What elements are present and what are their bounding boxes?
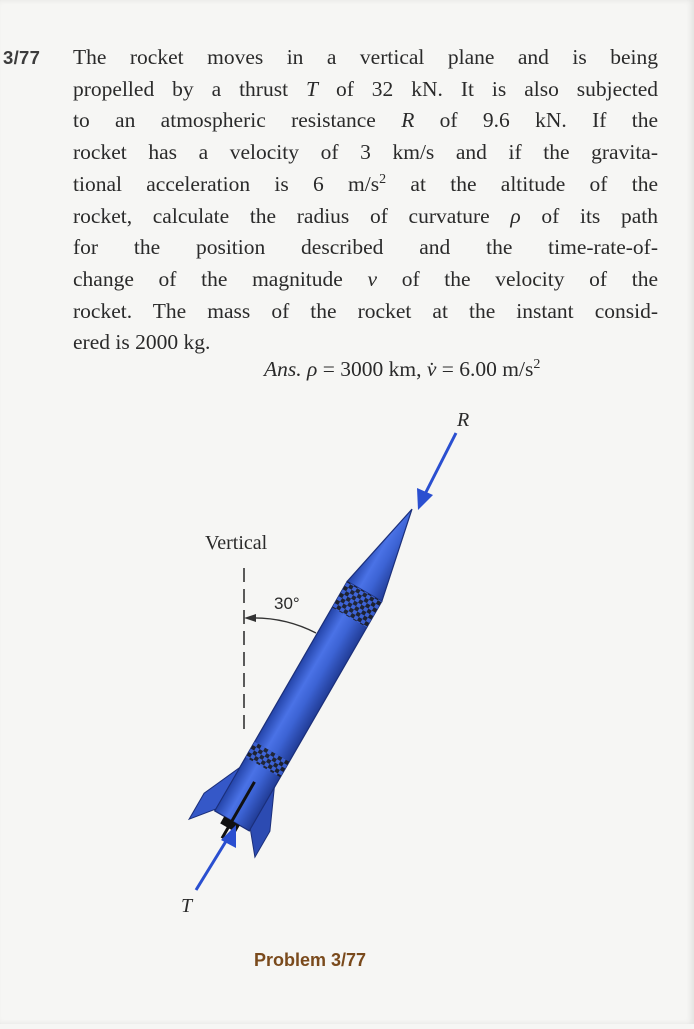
angle-arrowhead [244,614,256,622]
problem-line: rocket. The mass of the rocket at the instant consid- [73,298,658,323]
resistance-symbol: R [401,108,415,133]
speed-symbol: v [367,266,378,291]
problem-line: change of the magnitude v of the velocity of the [73,266,659,291]
problem-line: ered is 2000 kg. [73,330,211,355]
problem-line: rocket, calculate the radius of curvature ρ of its path [73,203,658,228]
answer-prefix: Ans. [264,357,302,381]
problem-line: The rocket moves in a vertical plane and is being [73,45,658,69]
label-R: R [457,409,470,431]
answer-rho-value: 3000 km, [340,357,422,381]
problem-line: tional acceleration is 6 $m/s^2$ at the altitude of the [73,171,659,196]
answer-vdot-symbol: v̇ [426,357,437,381]
rocket-nose [347,499,429,601]
problem-line: to an atmospheric resistance R of 9.6 kN. If the [73,108,659,133]
problem-number: 3/77 [3,47,41,68]
label-angle: 30° [274,594,300,613]
answer-vdot-value: 6.00 m/s [459,357,534,381]
answer-rho-symbol: ρ [307,357,318,381]
thrust-arrow-shaft [196,838,228,890]
problem-line: rocket has a velocity of 3 km/s and if the gravita- [73,140,658,165]
resistance-arrow-shaft [424,433,456,496]
problem-line: for the position described and the time-rate-of- [73,235,658,260]
figure-caption: Problem 3/77 [254,950,367,970]
angle-arc [250,618,316,633]
label-vertical: Vertical [205,532,268,554]
thrust-symbol: T [306,76,318,101]
answer-line: Ans. ρ = 3000 km, v̇ = 6.00 $m/s^2$ [264,357,541,381]
rho-symbol: ρ [510,203,521,228]
problem-line: propelled by a thrust T of 32 kN. It is also subjected [73,76,658,101]
label-T: T [181,895,193,917]
